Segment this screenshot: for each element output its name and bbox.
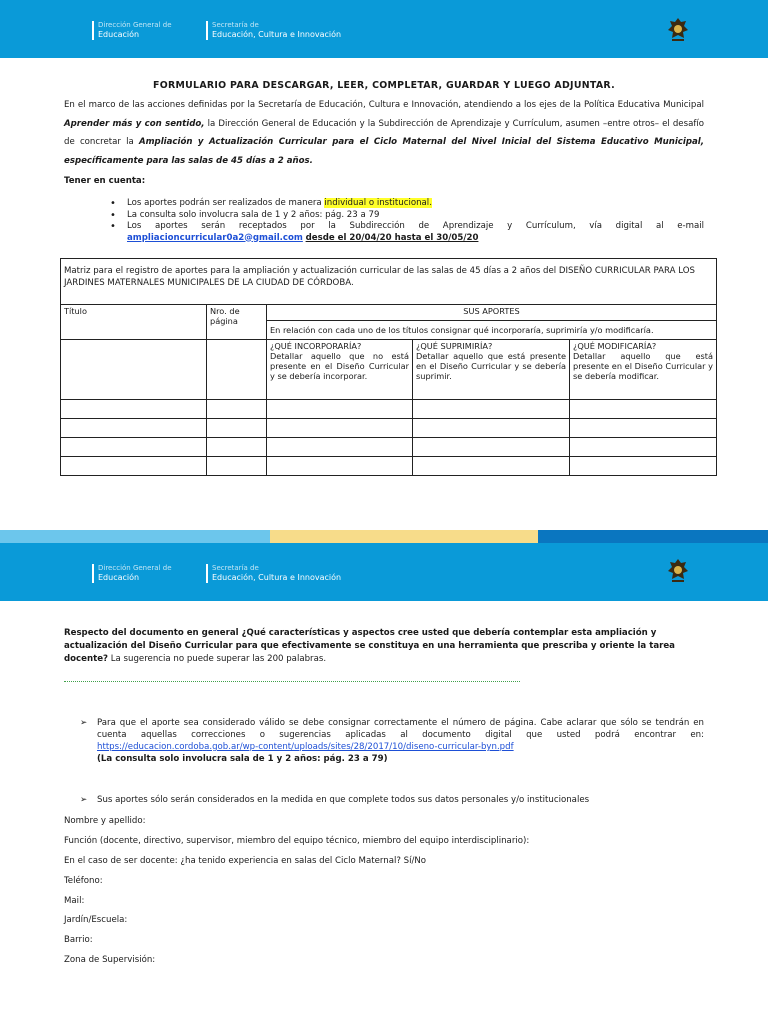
arrow-bullet-icon: ➢ <box>80 795 88 805</box>
field-name-label: Nombre y apellido: <box>64 816 146 826</box>
page-cell[interactable] <box>207 340 267 400</box>
table-cell[interactable] <box>61 438 207 457</box>
contrib-instruction: En relación con cada uno de los títulos consignar qué incorporaría, suprimiría y/o modificaría. <box>267 321 717 340</box>
validity-note <box>80 717 704 765</box>
note3-dates: desde el 20/04/20 hasta el 30/05/20 <box>305 232 479 243</box>
table-cell[interactable] <box>267 419 413 438</box>
field-district-label: Barrio: <box>64 935 93 945</box>
org2-small-2: Secretaría de <box>212 564 259 572</box>
org1-big: Educación <box>98 30 140 39</box>
table-row <box>61 419 717 438</box>
logo-secretaria <box>206 21 341 40</box>
note2-text: La consulta solo involucra sala de 1 y 2 años: pág. 23 a 79 <box>127 209 380 220</box>
table-cell[interactable] <box>413 438 570 457</box>
incorporate-head: ¿QUÉ INCORPORARÍA? <box>270 341 362 351</box>
note1-highlight: individual o institucional. <box>324 198 432 208</box>
answer-line[interactable] <box>64 676 520 682</box>
matrix-caption-text: Matriz para el registro de aportes para la ampliación y actualización curricular de las salas de 45 días a 2 años del DISEÑO CURRICULAR PARA LOS JARDINES MATERNALES MUNICIPALES DE LA CIUDAD DE CÓRDOBA. <box>64 266 695 288</box>
table-row <box>61 438 717 457</box>
intro-emph2: Ampliación y Actualización Curricular para el Ciclo Maternal del Nivel Inicial del Sistema Educativo Municipal, específicamente para las salas de 45 días a 2 años. <box>64 137 705 166</box>
validity-text: Para que el aporte sea considerado válido se debe consignar correctamente el número de página. Cabe aclarar que sólo se tendrán en cuenta aquellas correcciones o sugerencias aplicadas al documento digital que usted podrá encontrar en: <box>97 718 704 740</box>
contact-email-link[interactable]: ampliacioncurricular0a2@gmail.com <box>127 232 303 243</box>
modify-header-cell <box>570 340 717 400</box>
note1-text: Los aportes podrán ser realizados de manera <box>127 198 325 208</box>
table-cell[interactable] <box>207 457 267 476</box>
table-cell[interactable] <box>570 438 717 457</box>
table-cell[interactable] <box>267 457 413 476</box>
stripe-dark-blue <box>538 530 768 543</box>
suppress-header-cell <box>413 340 570 400</box>
org1-small-2: Dirección General de <box>98 564 172 572</box>
table-cell[interactable] <box>413 419 570 438</box>
table-cell[interactable] <box>207 438 267 457</box>
stripe-light-blue <box>0 530 270 543</box>
table-cell[interactable] <box>207 400 267 419</box>
incorporate-header-cell <box>267 340 413 400</box>
validity-pages-note: (La consulta solo involucra sala de 1 y 2 años: pág. 23 a 79) <box>97 754 388 764</box>
crest-icon <box>667 558 689 584</box>
field-zone-label: Zona de Supervisión: <box>64 955 156 965</box>
header-band <box>0 0 768 58</box>
table-cell[interactable] <box>207 419 267 438</box>
matrix-caption <box>61 259 717 305</box>
incorporate-desc: Detallar aquello que no está presente en el Diseño Curricular y se debería incorporar. <box>270 351 409 381</box>
field-mail-label: Mail: <box>64 896 85 906</box>
title-cell[interactable] <box>61 340 207 400</box>
org2-big-2: Educación, Cultura e Innovación <box>212 573 342 582</box>
table-cell[interactable] <box>570 400 717 419</box>
note3-text: Los aportes serán receptados por la Subdirección de Aprendizaje y Currículum, vía digital al e-mail <box>127 221 704 231</box>
general-question <box>64 627 704 667</box>
intro-part2: la Dirección General de Educación y la Subdirección de Aprendizaje y Currículum, asumen –entre otros– el desafío de concretar la <box>64 118 705 147</box>
intro-emph1: Aprender más y con sentido, <box>64 118 205 129</box>
table-row <box>61 457 717 476</box>
table-cell[interactable] <box>413 400 570 419</box>
arrow-bullet-icon: ➢ <box>80 718 88 728</box>
logo-direccion-educacion-2 <box>92 564 172 583</box>
field-role-label: Función (docente, directivo, supervisor, miembro del equipo técnico, miembro del equipo interdisciplinario): <box>64 836 530 846</box>
table-cell[interactable] <box>570 457 717 476</box>
field-phone-label: Teléfono: <box>64 876 103 886</box>
contributions-matrix <box>60 258 717 476</box>
intro-paragraph <box>64 96 704 170</box>
note-item <box>110 198 704 210</box>
table-cell[interactable] <box>61 419 207 438</box>
notes-heading: Tener en cuenta: <box>64 176 146 186</box>
header-band-2 <box>0 543 768 601</box>
question-bold: Respecto del documento en general ¿Qué características y aspectos cree usted que debería contemplar esta ampliación y actualización del Diseño Curricular para que efectivamente se constituya en una herramienta que prescriba y oriente la tarea docente? <box>64 628 675 665</box>
org2-small: Secretaría de <box>212 21 259 29</box>
crest-icon <box>667 17 689 43</box>
intro-part1: En el marco de las acciones definidas por la Secretaría de Educación, Cultura e Innovación, atendiendo a los ejes de la Política Educativa Municipal <box>64 100 704 110</box>
col-title-header: Título <box>61 305 207 340</box>
table-cell[interactable] <box>570 419 717 438</box>
table-row <box>61 400 717 419</box>
personal-note-text: Sus aportes sólo serán considerados en la medida en que complete todos sus datos personales y/o institucionales <box>97 795 590 805</box>
logo-secretaria-2 <box>206 564 341 583</box>
logo-direccion-educacion <box>92 21 172 40</box>
table-cell[interactable] <box>413 457 570 476</box>
table-cell[interactable] <box>267 400 413 419</box>
field-experience-label: En el caso de ser docente: ¿ha tenido experiencia en salas del Ciclo Maternal? Sí/No <box>64 856 427 866</box>
modify-desc: Detallar aquello que está presente en el Diseño Curricular y se debería modificar. <box>573 351 713 381</box>
notes-list <box>110 198 704 244</box>
org1-big-2: Educación <box>98 573 140 582</box>
org2-big: Educación, Cultura e Innovación <box>212 30 342 39</box>
curriculum-pdf-link[interactable]: https://educacion.cordoba.gob.ar/wp-content/uploads/sites/28/2017/10/diseno-curricular-byn.pdf <box>97 742 514 752</box>
personal-data-note <box>80 794 704 806</box>
form-title: FORMULARIO PARA DESCARGAR, LEER, COMPLETAR, GUARDAR Y LUEGO ADJUNTAR. <box>153 80 615 91</box>
table-cell[interactable] <box>61 457 207 476</box>
note-item <box>110 221 704 244</box>
suppress-desc: Detallar aquello que está presente en el Diseño Curricular y se debería suprimir. <box>416 351 566 381</box>
org1-small: Dirección General de <box>98 21 172 29</box>
modify-head: ¿QUÉ MODIFICARÍA? <box>573 341 657 351</box>
note-item <box>110 210 704 222</box>
table-cell[interactable] <box>267 438 413 457</box>
col-contrib-header: SUS APORTES <box>267 305 717 321</box>
table-cell[interactable] <box>61 400 207 419</box>
stripe-yellow <box>270 530 538 543</box>
suppress-head: ¿QUÉ SUPRIMIRÍA? <box>416 341 493 351</box>
col-page-header: Nro. de página <box>207 305 267 340</box>
field-school-label: Jardín/Escuela: <box>64 915 128 925</box>
question-normal: La sugerencia no puede superar las 200 palabras. <box>108 654 327 665</box>
